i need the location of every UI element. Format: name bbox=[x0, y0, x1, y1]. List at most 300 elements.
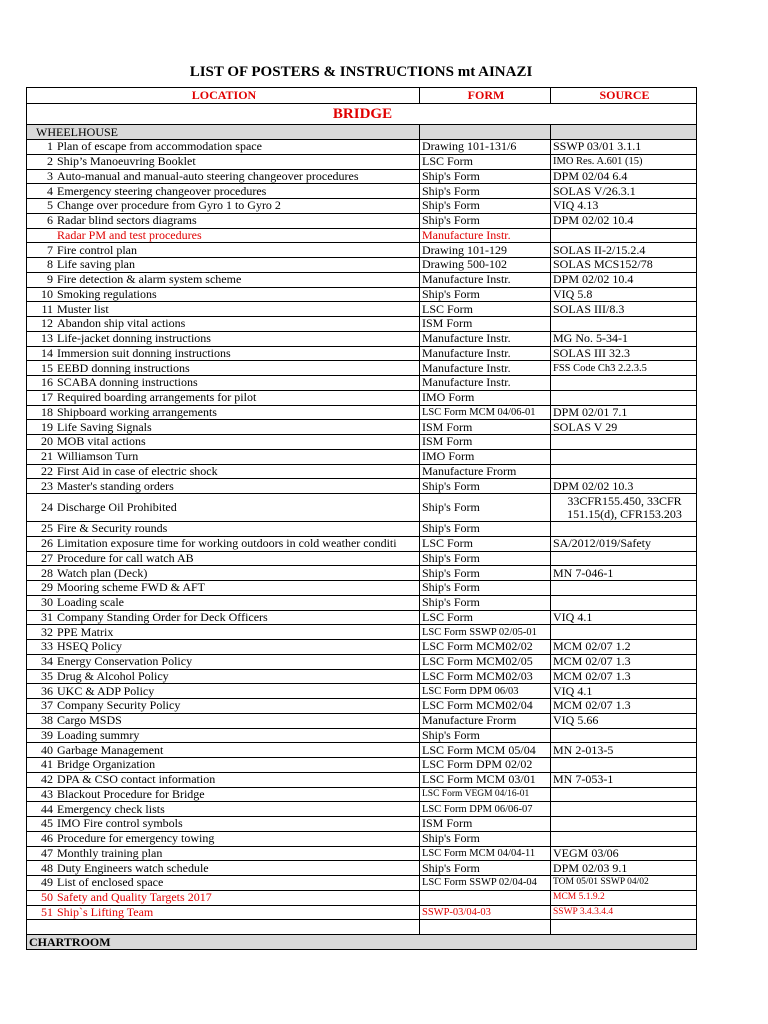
row-location-text: Energy Conservation Policy bbox=[57, 654, 193, 669]
row-location-text: Smoking regulations bbox=[57, 287, 157, 301]
row-source: SOLAS III/8.3 bbox=[551, 302, 697, 317]
row-form: LSC Form DPM 06/06-07 bbox=[420, 802, 551, 817]
table-row bbox=[27, 772, 697, 787]
table-row bbox=[27, 536, 697, 551]
table-row bbox=[27, 669, 697, 684]
row-form: Ship's Form bbox=[420, 831, 551, 846]
row-location-text: Abandon ship vital actions bbox=[57, 316, 186, 331]
table-row bbox=[27, 640, 697, 655]
table-row bbox=[27, 449, 697, 464]
row-description bbox=[27, 390, 420, 405]
row-location-text: IMO Fire control symbols bbox=[57, 816, 183, 831]
table-row bbox=[27, 302, 697, 317]
row-number: 8 bbox=[47, 257, 53, 272]
row-number: 31 bbox=[41, 610, 53, 624]
table-row bbox=[27, 831, 697, 846]
row-form: Ship's Form bbox=[420, 169, 551, 184]
table-row bbox=[27, 787, 697, 802]
row-location-text: First Aid in case of electric shock bbox=[57, 464, 218, 478]
table-row bbox=[27, 595, 697, 610]
row-source: MG No. 5-34-1 bbox=[551, 331, 697, 346]
row-form: Manufacture Instr. bbox=[420, 228, 551, 243]
row-source bbox=[551, 787, 697, 802]
row-description bbox=[27, 258, 420, 273]
row-description bbox=[27, 405, 420, 420]
row-location-text: Safety and Quality Targets 2017 bbox=[57, 890, 212, 905]
row-number: 24 bbox=[41, 500, 53, 514]
row-source bbox=[551, 758, 697, 773]
row-form: Manufacture Instr. bbox=[420, 272, 551, 287]
row-source bbox=[551, 435, 697, 450]
row-description bbox=[27, 376, 420, 391]
row-source bbox=[551, 802, 697, 817]
row-location-text: Cargo MSDS bbox=[57, 713, 122, 728]
row-description bbox=[27, 361, 420, 376]
row-location-text: Change over procedure from Gyro 1 to Gyro 2 bbox=[57, 198, 281, 213]
table-row bbox=[27, 361, 697, 376]
row-description bbox=[27, 184, 420, 199]
row-form: LSC Form MCM 04/06-01 bbox=[420, 405, 551, 420]
row-location-text: Ship’s Manoeuvring Booklet bbox=[57, 154, 196, 169]
row-description bbox=[27, 802, 420, 817]
row-location-text: SCABA donning instructions bbox=[57, 375, 198, 390]
table-row bbox=[27, 405, 697, 420]
row-number: 2 bbox=[47, 154, 53, 169]
row-description bbox=[27, 536, 420, 551]
row-location-text: Procedure for call watch AB bbox=[57, 551, 194, 565]
row-number: 33 bbox=[41, 639, 53, 654]
row-source: SOLAS MCS152/78 bbox=[551, 258, 697, 273]
row-number: 20 bbox=[41, 434, 53, 449]
table-row bbox=[27, 817, 697, 832]
row-number: 37 bbox=[41, 698, 53, 713]
row-form: Ship's Form bbox=[420, 566, 551, 581]
row-source: MCM 02/07 1.3 bbox=[551, 669, 697, 684]
row-form: Manufacture Frorm bbox=[420, 713, 551, 728]
row-location-text: EEBD donning instructions bbox=[57, 360, 190, 375]
row-description bbox=[27, 551, 420, 566]
row-form: LSC Form VEGM 04/16-01 bbox=[420, 787, 551, 802]
row-location-text: List of enclosed space bbox=[57, 875, 164, 890]
row-source: MN 7-053-1 bbox=[551, 772, 697, 787]
row-number: 6 bbox=[47, 213, 53, 228]
row-source: IMO Res. A.601 (15) bbox=[551, 154, 697, 169]
row-source bbox=[551, 376, 697, 391]
row-number: 40 bbox=[41, 742, 53, 757]
chartroom-section-title: CHARTROOM bbox=[27, 935, 697, 950]
row-number: 9 bbox=[47, 272, 53, 287]
row-description bbox=[27, 595, 420, 610]
row-location-text: Life saving plan bbox=[57, 257, 135, 272]
row-description bbox=[27, 640, 420, 655]
row-source: SOLAS III 32.3 bbox=[551, 346, 697, 361]
section-title: BRIDGE bbox=[27, 104, 697, 125]
row-description bbox=[27, 699, 420, 714]
row-number: 39 bbox=[41, 728, 53, 742]
location-header: LOCATION bbox=[27, 88, 420, 104]
table-row bbox=[27, 154, 697, 169]
row-source: DPM 02/02 10.3 bbox=[551, 479, 697, 494]
row-form: LSC Form MCM02/03 bbox=[420, 669, 551, 684]
row-description bbox=[27, 213, 420, 228]
row-number: 21 bbox=[41, 449, 53, 464]
row-form: Drawing 101-131/6 bbox=[420, 140, 551, 155]
row-number: 51 bbox=[41, 905, 53, 919]
subsection-row bbox=[27, 125, 697, 140]
row-form: Ship's Form bbox=[420, 522, 551, 537]
table-row bbox=[27, 861, 697, 876]
table-row bbox=[27, 610, 697, 625]
table-row bbox=[27, 464, 697, 479]
row-number: 41 bbox=[41, 757, 53, 772]
row-number: 43 bbox=[41, 787, 53, 801]
row-source: SSWP 3.4.3.4.4 bbox=[551, 905, 697, 920]
row-description bbox=[27, 787, 420, 802]
row-number: 10 bbox=[41, 287, 53, 301]
row-source bbox=[551, 522, 697, 537]
row-source: DPM 02/01 7.1 bbox=[551, 405, 697, 420]
row-source: TOM 05/01 SSWP 04/02 bbox=[551, 876, 697, 891]
row-location-text: Watch plan (Deck) bbox=[57, 565, 148, 580]
row-source bbox=[551, 228, 697, 243]
row-description bbox=[27, 287, 420, 302]
row-source: VEGM 03/06 bbox=[551, 846, 697, 861]
row-location-text: Shipboard working arrangements bbox=[57, 405, 217, 419]
row-number: 22 bbox=[41, 464, 53, 478]
row-source: SSWP 03/01 3.1.1 bbox=[551, 140, 697, 155]
table-row bbox=[27, 243, 697, 258]
row-location-text: Duty Engineers watch schedule bbox=[57, 860, 209, 875]
row-form: LSC Form bbox=[420, 154, 551, 169]
row-source bbox=[551, 831, 697, 846]
row-description bbox=[27, 449, 420, 464]
row-number: 38 bbox=[41, 713, 53, 728]
row-source: FSS Code Ch3 2.2.3.5 bbox=[551, 361, 697, 376]
table-row bbox=[27, 317, 697, 332]
row-description bbox=[27, 772, 420, 787]
row-description bbox=[27, 684, 420, 699]
row-description bbox=[27, 346, 420, 361]
row-source bbox=[551, 817, 697, 832]
row-location-text: Ship`s Lifting Team bbox=[57, 905, 154, 919]
table-row bbox=[27, 228, 697, 243]
row-location-text: Emergency steering changeover procedures bbox=[57, 183, 267, 198]
row-form: LSC Form SSWP 02/05-01 bbox=[420, 625, 551, 640]
row-description bbox=[27, 581, 420, 596]
row-form: LSC Form bbox=[420, 302, 551, 317]
row-source bbox=[551, 728, 697, 743]
row-source: VIQ 4.13 bbox=[551, 199, 697, 214]
row-form: LSC Form MCM02/02 bbox=[420, 640, 551, 655]
row-source bbox=[551, 595, 697, 610]
row-location-text: Williamson Turn bbox=[57, 449, 139, 464]
row-form: LSC Form MCM 04/04-11 bbox=[420, 846, 551, 861]
row-form: LSC Form MCM02/04 bbox=[420, 699, 551, 714]
row-description bbox=[27, 494, 420, 522]
row-source: SOLAS V 29 bbox=[551, 420, 697, 435]
row-description bbox=[27, 169, 420, 184]
row-description bbox=[27, 713, 420, 728]
row-description bbox=[27, 522, 420, 537]
row-source bbox=[551, 317, 697, 332]
row-number: 17 bbox=[41, 390, 53, 405]
row-description bbox=[27, 243, 420, 258]
row-location-text: Drug & Alcohol Policy bbox=[57, 669, 169, 683]
row-location-text: UKC & ADP Policy bbox=[57, 683, 155, 698]
row-source: 33CFR155.450, 33CFR 151.15(d), CFR153.203 bbox=[551, 494, 697, 522]
row-source: DPM 02/02 10.4 bbox=[551, 213, 697, 228]
row-description bbox=[27, 728, 420, 743]
row-number: 18 bbox=[41, 405, 53, 419]
row-source: VIQ 4.1 bbox=[551, 684, 697, 699]
table-row bbox=[27, 802, 697, 817]
row-number: 27 bbox=[41, 551, 53, 565]
row-number: 44 bbox=[41, 801, 53, 816]
row-number: 36 bbox=[41, 683, 53, 698]
row-form: Manufacture Instr. bbox=[420, 346, 551, 361]
header-row bbox=[27, 88, 697, 104]
row-form: Manufacture Instr. bbox=[420, 376, 551, 391]
row-location-text: Blackout Procedure for Bridge bbox=[57, 787, 205, 801]
row-location-text: Plan of escape from accommodation space bbox=[57, 139, 262, 154]
row-number: 45 bbox=[41, 816, 53, 831]
row-location-text: Monthly training plan bbox=[57, 846, 163, 860]
row-location-text: DPA & CSO contact information bbox=[57, 772, 216, 787]
table-row bbox=[27, 258, 697, 273]
row-number: 42 bbox=[41, 772, 53, 787]
row-description bbox=[27, 302, 420, 317]
row-source: SOLAS II-2/15.2.4 bbox=[551, 243, 697, 258]
row-source: MCM 5.1.9.2 bbox=[551, 890, 697, 905]
table-row bbox=[27, 213, 697, 228]
blank-row bbox=[27, 920, 697, 935]
row-description bbox=[27, 610, 420, 625]
row-description bbox=[27, 831, 420, 846]
row-number: 48 bbox=[41, 860, 53, 875]
row-description bbox=[27, 435, 420, 450]
row-form: Ship's Form bbox=[420, 595, 551, 610]
row-number: 32 bbox=[41, 624, 53, 639]
row-number: 11 bbox=[41, 301, 53, 316]
table-row bbox=[27, 199, 697, 214]
row-location-text: Required boarding arrangements for pilot bbox=[57, 390, 257, 405]
row-description bbox=[27, 154, 420, 169]
row-source: MN 2-013-5 bbox=[551, 743, 697, 758]
row-form: LSC Form DPM 06/03 bbox=[420, 684, 551, 699]
row-location-text: Fire & Security rounds bbox=[57, 521, 168, 536]
table-row bbox=[27, 890, 697, 905]
row-form: Ship's Form bbox=[420, 551, 551, 566]
row-description bbox=[27, 876, 420, 891]
row-location-text: Emergency check lists bbox=[57, 801, 165, 816]
row-location-text: Limitation exposure time for working outdoors in cold weather conditi bbox=[57, 536, 397, 551]
posters-table bbox=[26, 87, 697, 950]
row-location-text: Garbage Management bbox=[57, 742, 164, 757]
table-row bbox=[27, 390, 697, 405]
table-row bbox=[27, 479, 697, 494]
row-number: 19 bbox=[41, 419, 53, 434]
table-row bbox=[27, 846, 697, 861]
row-form: Ship's Form bbox=[420, 581, 551, 596]
row-description bbox=[27, 743, 420, 758]
row-location-text: Auto-manual and manual-auto steering changeover procedures bbox=[57, 169, 359, 183]
row-location-text: MOB vital actions bbox=[57, 434, 146, 449]
table-row bbox=[27, 905, 697, 920]
row-number: 35 bbox=[41, 669, 53, 683]
table-row bbox=[27, 713, 697, 728]
row-form: Manufacture Instr. bbox=[420, 361, 551, 376]
table-row bbox=[27, 743, 697, 758]
row-description bbox=[27, 272, 420, 287]
row-form: LSC Form MCM 03/01 bbox=[420, 772, 551, 787]
row-location-text: HSEQ Policy bbox=[57, 639, 123, 654]
row-number: 47 bbox=[41, 846, 53, 860]
row-source: SOLAS V/26.3.1 bbox=[551, 184, 697, 199]
table-row bbox=[27, 581, 697, 596]
row-source: VIQ 4.1 bbox=[551, 610, 697, 625]
row-form: Ship's Form bbox=[420, 213, 551, 228]
row-location-text: Mooring scheme FWD & AFT bbox=[57, 580, 205, 595]
row-number: 34 bbox=[41, 654, 53, 669]
source-header: SOURCE bbox=[551, 88, 697, 104]
table-row bbox=[27, 272, 697, 287]
row-form: Ship's Form bbox=[420, 287, 551, 302]
row-location-text: Loading scale bbox=[57, 595, 124, 610]
row-location-text: Radar PM and test procedures bbox=[57, 228, 202, 242]
row-form: SSWP-03/04-03 bbox=[420, 905, 551, 920]
row-number: 1 bbox=[47, 139, 53, 154]
row-form: Ship's Form bbox=[420, 199, 551, 214]
row-location-text: Master's standing orders bbox=[57, 478, 174, 493]
row-description bbox=[27, 566, 420, 581]
row-source: DPM 02/02 10.4 bbox=[551, 272, 697, 287]
row-description bbox=[27, 464, 420, 479]
document-title: LIST OF POSTERS & INSTRUCTIONS mt AINAZI bbox=[189, 64, 533, 80]
row-location-text: Fire control plan bbox=[57, 242, 137, 257]
row-number: 3 bbox=[47, 169, 53, 183]
row-source bbox=[551, 464, 697, 479]
row-description bbox=[27, 861, 420, 876]
row-number: 50 bbox=[41, 890, 53, 905]
row-number: 12 bbox=[41, 316, 53, 331]
row-source: DPM 02/04 6.4 bbox=[551, 169, 697, 184]
row-form: Ship's Form bbox=[420, 861, 551, 876]
table-row bbox=[27, 566, 697, 581]
row-source: MCM 02/07 1.3 bbox=[551, 654, 697, 669]
table-row bbox=[27, 522, 697, 537]
row-location-text: Company Standing Order for Deck Officers bbox=[57, 610, 268, 624]
row-description bbox=[27, 905, 420, 920]
row-location-text: Muster list bbox=[57, 301, 109, 316]
row-form: LSC Form MCM 05/04 bbox=[420, 743, 551, 758]
row-number: 29 bbox=[41, 580, 53, 595]
table-row bbox=[27, 331, 697, 346]
table-row bbox=[27, 551, 697, 566]
row-form: Manufacture Frorm bbox=[420, 464, 551, 479]
table-row bbox=[27, 684, 697, 699]
table-row bbox=[27, 140, 697, 155]
row-number: 26 bbox=[41, 536, 53, 551]
row-number: 15 bbox=[41, 360, 53, 375]
row-description bbox=[27, 317, 420, 332]
table-row bbox=[27, 876, 697, 891]
table-row bbox=[27, 184, 697, 199]
row-description bbox=[27, 199, 420, 214]
row-form: IMO Form bbox=[420, 390, 551, 405]
row-form: LSC Form bbox=[420, 536, 551, 551]
row-source bbox=[551, 625, 697, 640]
row-source bbox=[551, 581, 697, 596]
row-source bbox=[551, 390, 697, 405]
row-description bbox=[27, 654, 420, 669]
row-form: Drawing 101-129 bbox=[420, 243, 551, 258]
row-number: 14 bbox=[41, 346, 53, 360]
row-location-text: Life-jacket donning instructions bbox=[57, 331, 211, 346]
row-form: ISM Form bbox=[420, 420, 551, 435]
row-source: MCM 02/07 1.2 bbox=[551, 640, 697, 655]
row-number: 49 bbox=[41, 875, 53, 890]
form-header: FORM bbox=[420, 88, 551, 104]
row-description bbox=[27, 890, 420, 905]
row-number: 7 bbox=[47, 242, 53, 257]
row-location-text: Discharge Oil Prohibited bbox=[57, 500, 177, 514]
row-location-text: Bridge Organization bbox=[57, 757, 156, 772]
row-form: ISM Form bbox=[420, 435, 551, 450]
row-location-text: Loading summry bbox=[57, 728, 140, 742]
row-form: LSC Form DPM 02/02 bbox=[420, 758, 551, 773]
row-form: ISM Form bbox=[420, 817, 551, 832]
row-location-text: Radar blind sectors diagrams bbox=[57, 213, 197, 228]
section-row bbox=[27, 104, 697, 125]
row-description bbox=[27, 140, 420, 155]
row-number: 16 bbox=[41, 375, 53, 390]
table-row bbox=[27, 728, 697, 743]
row-form: Ship's Form bbox=[420, 479, 551, 494]
row-location-text: Life Saving Signals bbox=[57, 419, 152, 434]
row-location-text: Company Security Policy bbox=[57, 698, 181, 713]
row-form: IMO Form bbox=[420, 449, 551, 464]
row-source: DPM 02/03 9.1 bbox=[551, 861, 697, 876]
row-form bbox=[420, 890, 551, 905]
table-row bbox=[27, 758, 697, 773]
row-form: LSC Form bbox=[420, 610, 551, 625]
row-source: VIQ 5.66 bbox=[551, 713, 697, 728]
row-source: MN 7-046-1 bbox=[551, 566, 697, 581]
row-number: 25 bbox=[41, 521, 53, 536]
row-location-text: Procedure for emergency towing bbox=[57, 831, 215, 846]
row-description bbox=[27, 846, 420, 861]
row-location-text: PPE Matrix bbox=[57, 624, 114, 639]
table-row bbox=[27, 654, 697, 669]
row-source: SA/2012/019/Safety bbox=[551, 536, 697, 551]
row-description bbox=[27, 479, 420, 494]
table-row bbox=[27, 376, 697, 391]
row-number: 46 bbox=[41, 831, 53, 846]
row-number: 23 bbox=[41, 478, 53, 493]
row-description bbox=[27, 331, 420, 346]
table-row bbox=[27, 625, 697, 640]
table-row bbox=[27, 346, 697, 361]
row-description bbox=[27, 817, 420, 832]
row-number: 30 bbox=[41, 595, 53, 610]
row-form: Ship's Form bbox=[420, 494, 551, 522]
table-row bbox=[27, 494, 697, 522]
table-row bbox=[27, 287, 697, 302]
row-description bbox=[27, 420, 420, 435]
table-row bbox=[27, 169, 697, 184]
row-number: 28 bbox=[41, 565, 53, 580]
row-form: Ship's Form bbox=[420, 184, 551, 199]
